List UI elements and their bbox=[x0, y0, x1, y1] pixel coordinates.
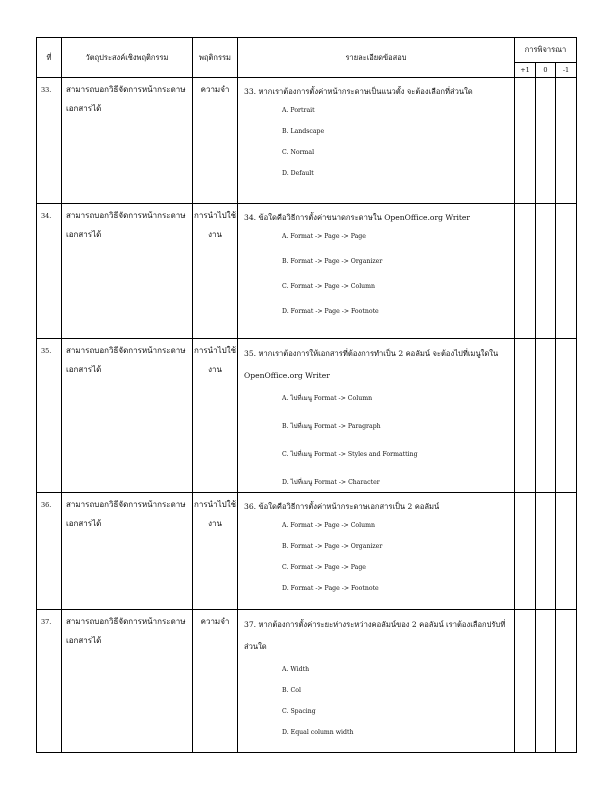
behavior-text: ความจำ bbox=[193, 78, 238, 204]
item-number: 37. bbox=[37, 610, 62, 753]
option-a: A. Width bbox=[282, 666, 310, 673]
option-a: A. ไปที่เมนู Format -> Column bbox=[282, 395, 373, 402]
check-zero[interactable] bbox=[536, 204, 556, 339]
option-a: A. Format -> Page -> Page bbox=[282, 233, 366, 240]
question-cell bbox=[238, 610, 515, 753]
check-plus-one[interactable] bbox=[515, 610, 536, 753]
question-text: 33. หากเราต้องการตั้งค่าหน้ากระดาษเป็นแนวตั้ง จะต้องเลือกที่ส่วนใด bbox=[244, 87, 473, 96]
objective-text: สามารถบอกวิธีจัดการหน้ากระดาษเอกสารได้ bbox=[62, 610, 193, 753]
option-a: A. Format -> Page -> Column bbox=[282, 522, 375, 529]
option-b: B. ไปที่เมนู Format -> Paragraph bbox=[282, 423, 381, 430]
item-number: 33. bbox=[37, 78, 62, 204]
question-cell bbox=[238, 339, 515, 493]
option-d: D. Format -> Page -> Footnote bbox=[282, 308, 379, 315]
option-c: C. ไปที่เมนู Format -> Styles and Formatting bbox=[282, 451, 418, 458]
check-plus-one[interactable] bbox=[515, 78, 536, 204]
question-cell bbox=[238, 493, 515, 610]
table-row bbox=[37, 610, 577, 753]
behavior-text: การนำไปใช้งาน bbox=[193, 204, 238, 339]
check-minus-one[interactable] bbox=[556, 339, 577, 493]
behavior-text: การนำไปใช้งาน bbox=[193, 339, 238, 493]
header-consideration: การพิจารณา bbox=[515, 38, 577, 63]
check-zero[interactable] bbox=[536, 339, 556, 493]
item-number: 35. bbox=[37, 339, 62, 493]
option-b: B. Format -> Page -> Organizer bbox=[282, 543, 383, 550]
header-number: ที่ bbox=[37, 38, 62, 78]
header-minus-one: -1 bbox=[556, 63, 577, 78]
objective-text: สามารถบอกวิธีจัดการหน้ากระดาษเอกสารได้ bbox=[62, 78, 193, 204]
check-plus-one[interactable] bbox=[515, 204, 536, 339]
table-row bbox=[37, 204, 577, 339]
check-minus-one[interactable] bbox=[556, 493, 577, 610]
header-behavior: พฤติกรรม bbox=[193, 38, 238, 78]
check-zero[interactable] bbox=[536, 610, 556, 753]
header-plus-one: +1 bbox=[515, 63, 536, 78]
objective-text: สามารถบอกวิธีจัดการหน้ากระดาษเอกสารได้ bbox=[62, 204, 193, 339]
option-c: C. Format -> Page -> Column bbox=[282, 283, 376, 290]
check-zero[interactable] bbox=[536, 493, 556, 610]
check-minus-one[interactable] bbox=[556, 610, 577, 753]
option-d: D. Format -> Page -> Footnote bbox=[282, 585, 379, 592]
check-plus-one[interactable] bbox=[515, 339, 536, 493]
question-text: 35. หากเราต้องการให้เอกสารที่ต้องการทำเป็น 2 คอลัมน์ จะต้องไปที่เมนูใดใน OpenOffice.org Writer bbox=[244, 349, 499, 380]
question-cell bbox=[238, 78, 515, 204]
option-c: C. Format -> Page -> Page bbox=[282, 564, 366, 571]
header-objective: วัตถุประสงค์เชิงพฤติกรรม bbox=[62, 38, 193, 78]
question-text: 36. ข้อใดคือวิธีการตั้งค่าหน้ากระดาษเอกสารเป็น 2 คอลัมน์ bbox=[244, 502, 440, 511]
header-zero: 0 bbox=[536, 63, 556, 78]
question-text: 34. ข้อใดคือวิธีการตั้งค่าขนาดกระดาษใน OpenOffice.org Writer bbox=[244, 213, 471, 222]
header-exam-detail: รายละเอียดข้อสอบ bbox=[238, 38, 515, 78]
option-b: B. Landscape bbox=[282, 128, 325, 135]
table-row bbox=[37, 78, 577, 204]
table-row bbox=[37, 339, 577, 493]
option-d: D. Equal column width bbox=[282, 729, 354, 736]
question-text: 37. หากต้องการตั้งค่าระยะห่างระหว่างคอลัมน์ของ 2 คอลัมน์ เราต้องเลือกปรับที่ส่วนใด bbox=[244, 620, 506, 651]
behavior-text: ความจำ bbox=[193, 610, 238, 753]
check-zero[interactable] bbox=[536, 78, 556, 204]
check-plus-one[interactable] bbox=[515, 493, 536, 610]
check-minus-one[interactable] bbox=[556, 78, 577, 204]
question-cell bbox=[238, 204, 515, 339]
behavior-text: การนำไปใช้งาน bbox=[193, 493, 238, 610]
check-minus-one[interactable] bbox=[556, 204, 577, 339]
option-b: B. Col bbox=[282, 687, 301, 694]
objective-text: สามารถบอกวิธีจัดการหน้ากระดาษเอกสารได้ bbox=[62, 339, 193, 493]
exam-analysis-table bbox=[36, 37, 577, 753]
table-row bbox=[37, 493, 577, 610]
option-c: C. Normal bbox=[282, 149, 315, 156]
item-number: 36. bbox=[37, 493, 62, 610]
option-a: A. Portrait bbox=[282, 107, 315, 114]
item-number: 34. bbox=[37, 204, 62, 339]
option-d: D. Default bbox=[282, 170, 314, 177]
option-b: B. Format -> Page -> Organizer bbox=[282, 258, 383, 265]
option-d: D. ไปที่เมนู Format -> Character bbox=[282, 479, 380, 486]
objective-text: สามารถบอกวิธีจัดการหน้ากระดาษเอกสารได้ bbox=[62, 493, 193, 610]
option-c: C. Spacing bbox=[282, 708, 316, 715]
